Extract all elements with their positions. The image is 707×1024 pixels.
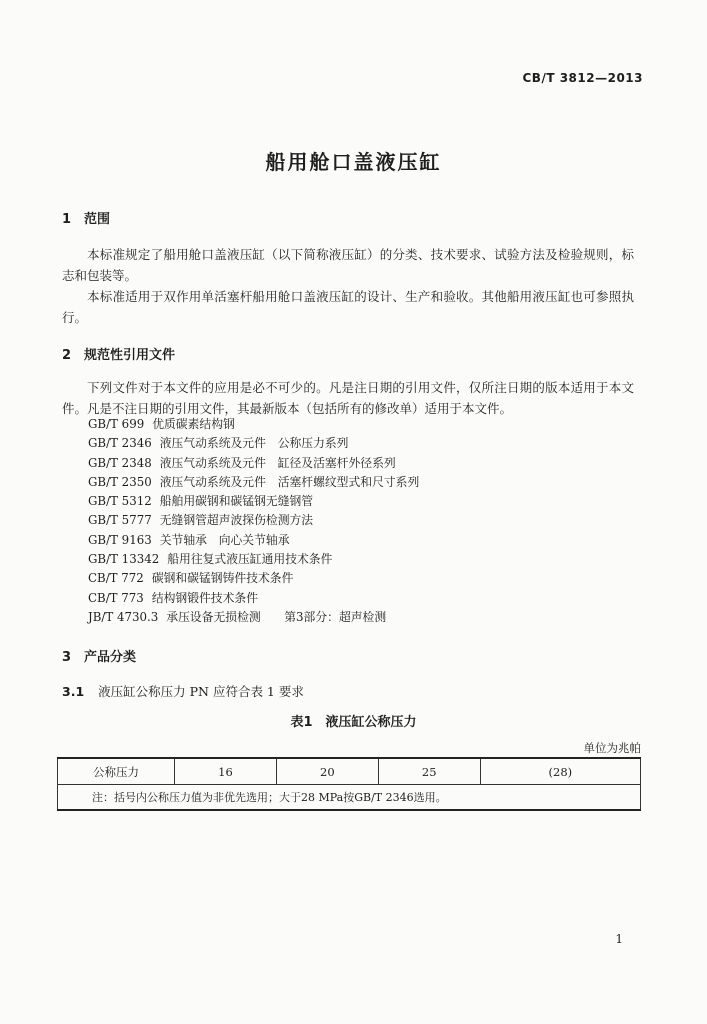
- table-unit: 单位为兆帕: [583, 741, 641, 755]
- clause-3-1: [62, 682, 304, 700]
- clause-number: 3.1: [62, 684, 85, 699]
- table-row: [58, 758, 641, 785]
- reference-item: GB/T 9163 关节轴承 向心关节轴承: [88, 532, 290, 547]
- reference-item: GB/T 13342 船用往复式液压缸通用技术条件: [88, 552, 333, 567]
- reference-item: GB/T 2348 液压气动系统及元件 缸径及活塞杆外径系列: [88, 455, 396, 470]
- table-cell: 25: [378, 758, 480, 785]
- section-number: 1: [62, 212, 72, 227]
- table-note: 注：括号内公称压力值为非优先选用；大于28 MPa按GB/T 2346选用。: [58, 785, 641, 811]
- reference-item: CB/T 773 结构钢锻件技术条件: [88, 590, 258, 605]
- reference-list: [88, 415, 419, 627]
- reference-item: GB/T 2346 液压气动系统及元件 公称压力系列: [88, 436, 349, 451]
- scope-paragraph-2: 本标准适用于双作用单活塞杆船用舱口盖液压缸的设计、生产和验收。其他船用液压缸也可参照执行。: [62, 289, 634, 325]
- table-caption: 表1 液压缸公称压力: [290, 715, 417, 730]
- table-cell: 20: [276, 758, 378, 785]
- table-cell: 16: [175, 758, 277, 785]
- normative-intro: 下列文件对于本文件的应用是必不可少的。凡是注日期的引用文件，仅所注日期的版本适用于本文件。凡是不注日期的引用文件，其最新版本（包括所有的修改单）适用于本文件。: [62, 380, 634, 416]
- reference-item: JB/T 4730.3 承压设备无损检测 第3部分：超声检测: [88, 609, 387, 624]
- document-title: 船用舱口盖液压缸: [265, 150, 442, 174]
- reference-item: GB/T 699 优质碳素结构钢: [88, 417, 235, 431]
- section-3-heading: [62, 646, 136, 665]
- section-1-heading: [62, 208, 110, 227]
- pressure-table: [57, 757, 641, 811]
- section-title: 范围: [84, 212, 111, 227]
- section-number: 2: [62, 348, 72, 363]
- section-2-heading: [62, 344, 175, 363]
- reference-item: GB/T 5312 船舶用碳钢和碳锰钢无缝钢管: [88, 494, 314, 509]
- page-number: 1: [615, 932, 623, 946]
- table-row: [58, 785, 641, 811]
- section-title: 规范性引用文件: [84, 348, 176, 363]
- reference-item: GB/T 5777 无缝钢管超声波探伤检测方法: [88, 513, 314, 528]
- table-header-cell: 公称压力: [58, 758, 175, 785]
- section-number: 3: [62, 650, 72, 665]
- section-title: 产品分类: [84, 650, 137, 665]
- scope-paragraph-1: 本标准规定了船用舱口盖液压缸（以下简称液压缸）的分类、技术要求、试验方法及检验规则，标志和包装等。: [62, 247, 634, 283]
- table-cell: (28): [480, 758, 640, 785]
- clause-text: 液压缸公称压力 PN 应符合表 1 要求: [98, 684, 304, 699]
- reference-item: GB/T 2350 液压气动系统及元件 活塞杆螺纹型式和尺寸系列: [88, 474, 420, 489]
- reference-item: CB/T 772 碳钢和碳锰钢铸件技术条件: [88, 571, 294, 586]
- standard-code: CB/T 3812—2013: [522, 71, 643, 85]
